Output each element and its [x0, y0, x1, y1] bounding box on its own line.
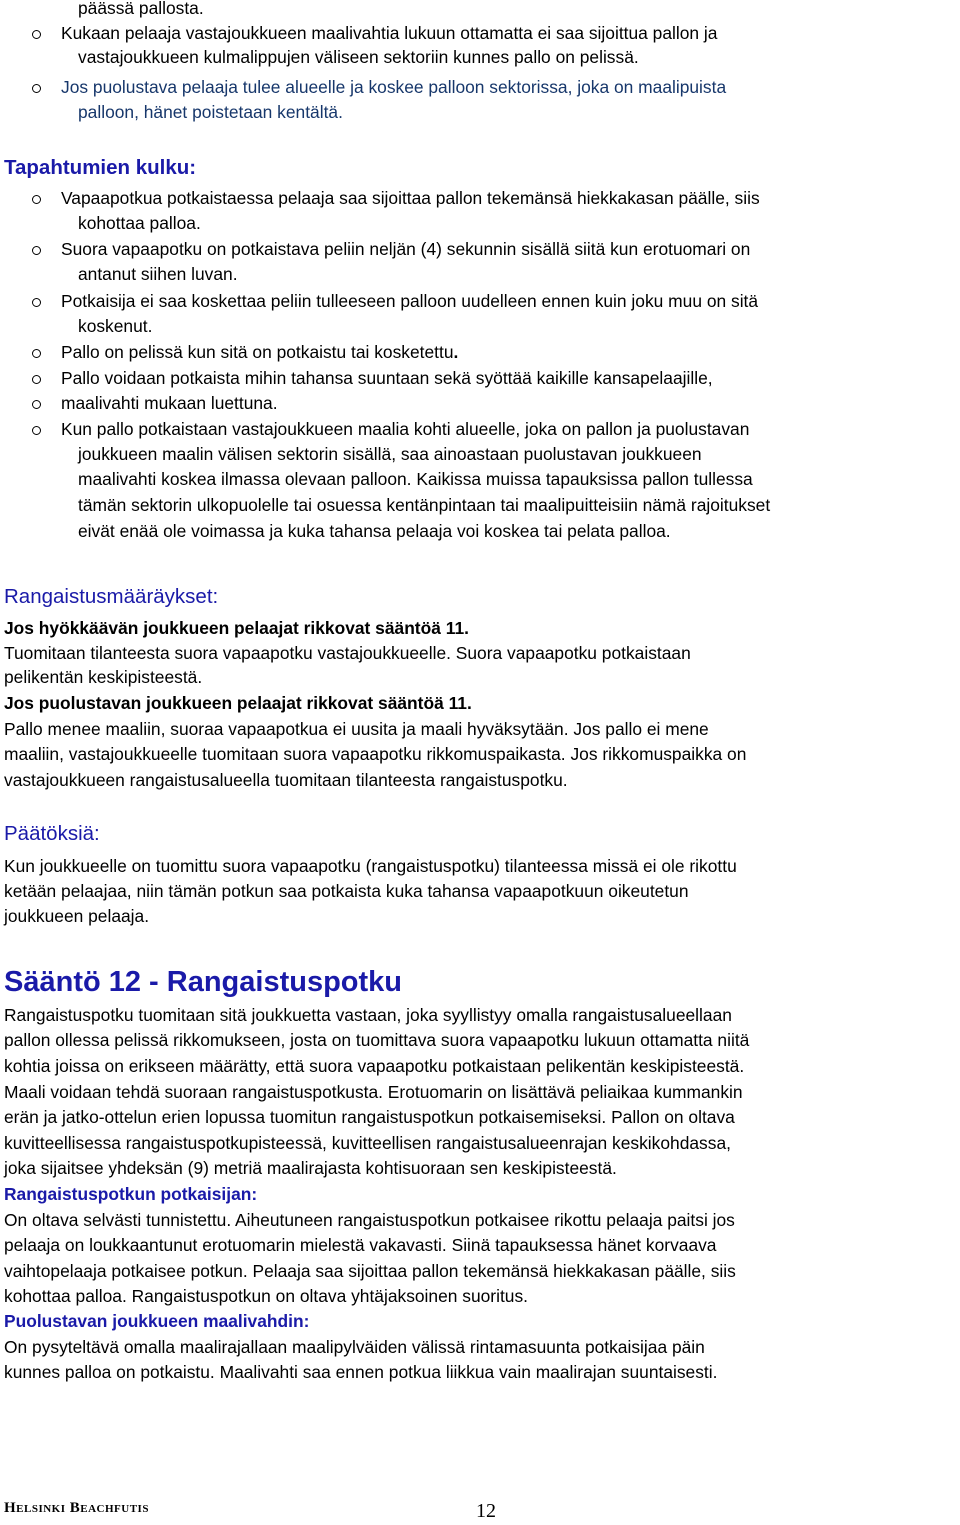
text-line: Jos puolustavan joukkueen pelaajat rikkovat sääntöä 11.	[4, 693, 472, 713]
text-line: Pallo voidaan potkaista mihin tahansa suuntaan sekä syöttää kaikille kansapelaajille,	[61, 368, 713, 388]
page-number: 12	[476, 1500, 496, 1522]
text-line: tämän sektorin ulkopuolelle tai osuessa kentänpintaan tai maalipuitteisiin nämä rajoitukset	[78, 495, 771, 515]
text-line: maalivahti mukaan luettuna.	[61, 393, 278, 413]
text-line: Kukaan pelaaja vastajoukkueen maalivahtia lukuun ottamatta ei saa sijoittua pallon ja	[61, 23, 718, 43]
subheading: Puolustavan joukkueen maalivahdin:	[4, 1311, 310, 1331]
text-line: Pallo on pelissä kun sitä on potkaistu tai kosketettu.	[61, 342, 459, 362]
text-line: maaliin, vastajoukkueelle tuomitaan suora vapaapotku rikkomuspaikasta. Jos rikkomuspaikka on	[4, 744, 747, 764]
text-line: Kun pallo potkaistaan vastajoukkueen maalia kohti alueelle, joka on pallon ja puolustavan	[61, 419, 750, 439]
text-line: päässä pallosta.	[78, 0, 204, 18]
text-line: Maali voidaan tehdä suoraan rangaistuspotkusta. Erotuomarin on lisättävä peliaikaa kummankin	[4, 1082, 743, 1102]
text-line: eivät enää ole voimassa ja kuka tahansa pelaaja voi koskea tai pelata palloa.	[78, 521, 671, 541]
text-line: Suora vapaapotku on potkaistava peliin neljän (4) sekunnin sisällä siitä kun erotuomari on	[61, 239, 751, 259]
text-line: Potkaisija ei saa koskettaa peliin tulleeseen palloon uudelleen ennen kuin joku muu on sitä	[61, 291, 759, 311]
section-heading: Tapahtumien kulku:	[4, 156, 197, 179]
text-line: kohottaa palloa. Rangaistuspotkun on oltava yhtäjaksoinen suoritus.	[4, 1286, 528, 1306]
rule-title: Sääntö 12 - Rangaistuspotku	[4, 966, 403, 998]
footer-brand: Helsinki Beachfutis	[4, 1500, 149, 1516]
text-line: vaihtopelaaja potkaisee potkun. Pelaaja saa sijoittaa pallon tekemänsä hiekkakasan päälle, siis	[4, 1261, 736, 1281]
bullet-icon	[32, 246, 41, 255]
text-line: antanut siihen luvan.	[78, 264, 238, 284]
bullet-icon	[32, 375, 41, 384]
text-line: pelikentän keskipisteestä.	[4, 667, 203, 687]
bullet-icon	[32, 195, 41, 204]
section-heading: Päätöksiä:	[4, 822, 100, 845]
text-line: pallon ollessa pelissä rikkomukseen, josta on tuomittava suora vapaapotku lukuun ottamatta niitä	[4, 1030, 750, 1050]
subheading: Rangaistuspotkun potkaisijan:	[4, 1184, 258, 1204]
text-line: Vapaapotkua potkaistaessa pelaaja saa sijoittaa pallon tekemänsä hiekkakasan päälle, siis	[61, 188, 760, 208]
text-line: palloon, hänet poistetaan kentältä.	[78, 102, 343, 122]
bullet-icon	[32, 84, 41, 93]
text-line: Tuomitaan tilanteesta suora vapaapotku vastajoukkueelle. Suora vapaapotku potkaistaan	[4, 643, 691, 663]
text-line: kohottaa palloa.	[78, 213, 201, 233]
bullet-icon	[32, 30, 41, 39]
text-line: Rangaistuspotku tuomitaan sitä joukkuetta vastaan, joka syyllistyy omalla rangaistusalueellaan	[4, 1005, 732, 1025]
bullet-icon	[32, 426, 41, 435]
text-line: Kun joukkueelle on tuomittu suora vapaapotku (rangaistuspotku) tilanteessa missä ei ole rikottu	[4, 856, 737, 876]
bullet-icon	[32, 400, 41, 409]
text-line: On oltava selvästi tunnistettu. Aiheutuneen rangaistuspotkun potkaisee rikottu pelaaja paitsi jos	[4, 1210, 735, 1230]
text-line: Pallo menee maaliin, suoraa vapaapotkua ei uusita ja maali hyväksytään. Jos pallo ei mene	[4, 719, 709, 739]
text-line: Jos puolustava pelaaja tulee alueelle ja koskee palloon sektorissa, joka on maalipuista	[61, 77, 727, 97]
text-line: pelaaja on loukkaantunut erotuomarin mielestä vakavasti. Siinä tapauksessa hänet korvaava	[4, 1235, 717, 1255]
text-line: joukkueen pelaaja.	[4, 906, 150, 926]
text-line: ketään pelaajaa, niin tämän potkun saa potkaista kuka tahansa vapaapotkuun oikeutetun	[4, 881, 689, 901]
text-line: erän ja jatko-ottelun erien lopussa tuomitun rangaistuspotkun potkaisemiseksi. Pallon on oltava	[4, 1107, 735, 1127]
bullet-icon	[32, 349, 41, 358]
text-line: Jos hyökkäävän joukkueen pelaajat rikkovat sääntöä 11.	[4, 618, 469, 638]
text-line: kunnes palloa on potkaistu. Maalivahti saa ennen potkua liikkua vain maalirajan suuntaisesti.	[4, 1362, 718, 1382]
bullet-icon	[32, 298, 41, 307]
text-line: joukkueen maalin välisen sektorin sisällä, saa ainoastaan puolustavan joukkueen	[78, 444, 702, 464]
section-heading: Rangaistusmääräykset:	[4, 585, 219, 608]
text-line: joka sijaitsee yhdeksän (9) metriä maalirajasta kohtisuoraan sen keskipisteestä.	[4, 1158, 617, 1178]
text-line: kuvitteellisessa rangaistuspotkupisteessä, kuvitteellisen rangaistusalueenrajan keskikohdassa,	[4, 1133, 731, 1153]
text-line: kohtia joissa on erikseen määrätty, että suora vapaapotku potkaistaan pelikentän keskipisteestä.	[4, 1056, 745, 1076]
text-line: maalivahti koskea ilmassa olevaan palloon. Kaikissa muissa tapauksissa pallon tullessa	[78, 469, 753, 489]
text-line: vastajoukkueen rangaistusalueella tuomitaan tilanteesta rangaistuspotku.	[4, 770, 568, 790]
text-line: vastajoukkueen kulmalippujen väliseen sektoriin kunnes pallo on pelissä.	[78, 47, 639, 67]
text-line: On pysyteltävä omalla maalirajallaan maalipylväiden välissä rintamasuunta potkaisijaa päin	[4, 1337, 705, 1357]
text-line: koskenut.	[78, 316, 153, 336]
